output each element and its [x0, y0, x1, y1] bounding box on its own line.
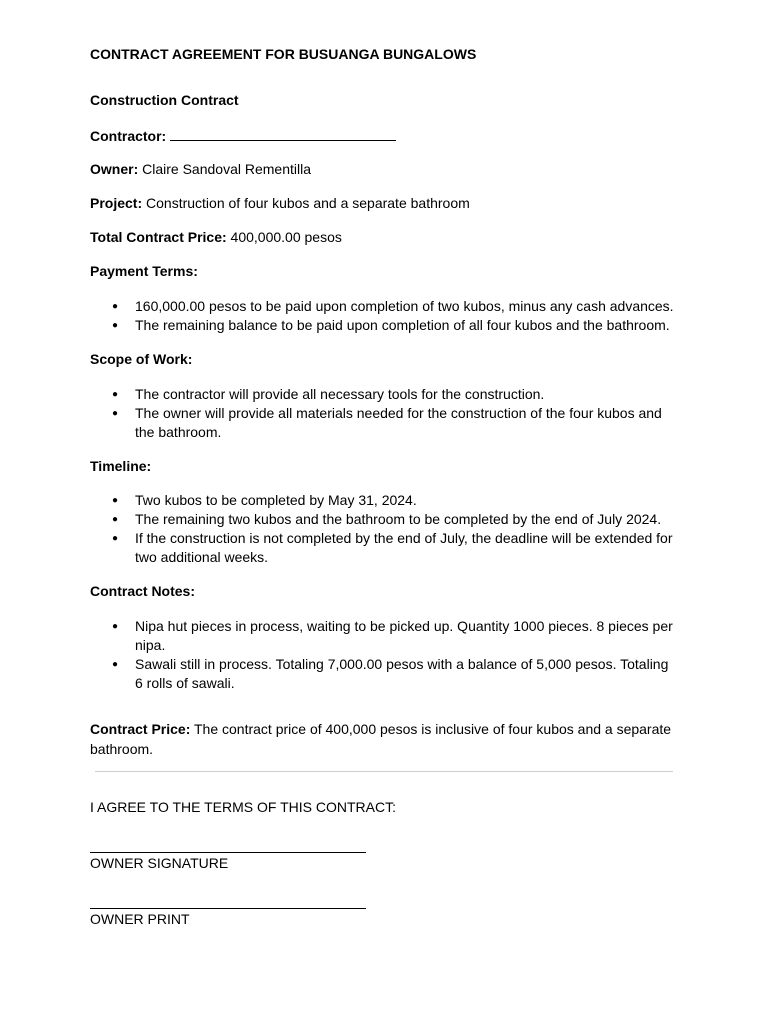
payment-terms-list	[90, 297, 680, 335]
notes-heading-text: Contract Notes:	[90, 583, 196, 599]
owner-signature-label: OWNER SIGNATURE	[90, 855, 229, 871]
list-item: ● The owner will provide all materials needed for the construction of the four kubos and the bathroom.	[90, 404, 680, 442]
list-item: ● Sawali still in process. Totaling 7,000.00 pesos with a balance of 5,000 pesos. Totaling 6 rolls of sawali.	[90, 655, 680, 693]
list-item: ● The remaining balance to be paid upon completion of all four kubos and the bathroom.	[90, 316, 680, 335]
subtitle-text: Construction Contract	[90, 92, 239, 108]
payment-terms-heading-text: Payment Terms:	[90, 263, 198, 279]
scope-heading-text: Scope of Work:	[90, 351, 193, 367]
agree-statement: I AGREE TO THE TERMS OF THIS CONTRACT:	[90, 799, 396, 815]
contract-price-label: Contract Price:	[90, 721, 191, 737]
scope-heading	[90, 350, 680, 369]
project-row	[90, 194, 680, 213]
contract-price-paragraph	[90, 720, 680, 759]
owner-label: Owner:	[90, 161, 139, 177]
contract-price-text: The contract price of 400,000 pesos is inclusive of four kubos and a separate bathroom.	[90, 721, 672, 757]
total-price-row	[90, 228, 680, 247]
project-label: Project:	[90, 195, 143, 211]
document-title: CONTRACT AGREEMENT FOR BUSUANGA BUNGALOWS	[90, 46, 477, 62]
project-value: Construction of four kubos and a separate bathroom	[146, 195, 470, 211]
timeline-heading-text: Timeline:	[90, 458, 152, 474]
list-item: ● The contractor will provide all necessary tools for the construction.	[90, 385, 680, 404]
owner-print-line	[90, 908, 366, 909]
contractor-label: Contractor:	[90, 128, 167, 144]
owner-value: Claire Sandoval Rementilla	[142, 161, 311, 177]
timeline-list	[90, 491, 680, 567]
owner-signature-line	[90, 852, 366, 853]
total-price-label: Total Contract Price:	[90, 229, 227, 245]
list-item: ● Two kubos to be completed by May 31, 2024.	[90, 491, 680, 510]
total-price-value: 400,000.00 pesos	[230, 229, 342, 245]
list-item: ● 160,000.00 pesos to be paid upon completion of two kubos, minus any cash advances.	[90, 297, 680, 316]
list-item: ● The remaining two kubos and the bathroom to be completed by the end of July 2024.	[90, 510, 680, 529]
contractor-blank-line	[170, 126, 396, 141]
owner-row	[90, 160, 680, 179]
notes-heading	[90, 582, 680, 601]
contractor-row	[90, 126, 680, 146]
list-item: ● Nipa hut pieces in process, waiting to be picked up. Quantity 1000 pieces. 8 pieces per nipa.	[90, 617, 680, 655]
list-item: ● If the construction is not completed by the end of July, the deadline will be extended for two additional weeks.	[90, 529, 680, 567]
notes-list	[90, 617, 680, 693]
owner-print-label: OWNER PRINT	[90, 911, 190, 927]
scope-list	[90, 385, 680, 442]
contract-subtitle	[90, 91, 680, 110]
payment-terms-heading	[90, 262, 680, 281]
timeline-heading	[90, 457, 680, 476]
section-divider	[95, 771, 673, 772]
